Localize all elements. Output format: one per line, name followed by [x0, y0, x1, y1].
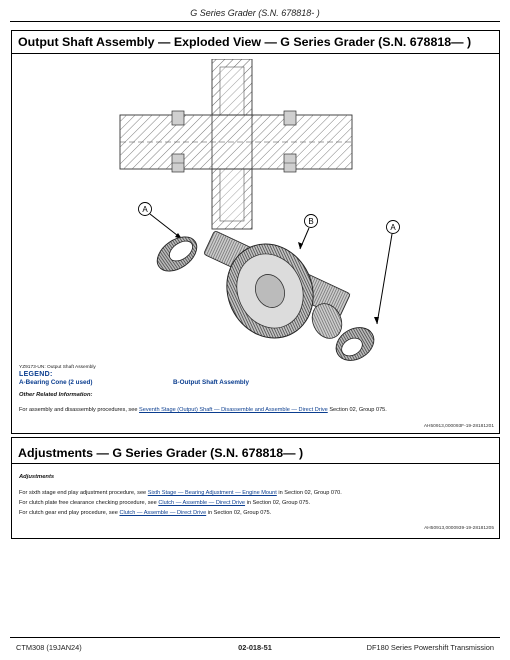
callout-a-right: [374, 221, 400, 325]
footer-page-number: 02-018-51: [238, 643, 272, 652]
footer-doc-code: CTM308 (19JAN24): [16, 643, 82, 652]
item-prefix: For sixth stage end play adjustment procedure, see: [19, 490, 147, 496]
paragraph-suffix: Section 02, Group 075.: [329, 407, 387, 413]
section-title: Output Shaft Assembly — Exploded View — G Series Grader (S.N. 678818— ): [18, 35, 472, 49]
output-shaft-gear: [204, 230, 351, 353]
adjustments-subheading: Adjustments: [19, 474, 55, 480]
reference-id: AH50913,000093F-19-28181201: [423, 424, 494, 429]
adjustment-item: [19, 490, 342, 496]
figure-id: YZ9173-UN: Output Shaft Assembly: [19, 365, 96, 370]
seventh-stage-link[interactable]: Seventh Stage (Output) Shaft — Disassemble and Assemble — Direct Drive: [139, 407, 328, 413]
item-prefix: For clutch gear end play procedure, see: [19, 510, 118, 516]
output-shaft-section: [11, 30, 500, 434]
callout-a-left: [139, 203, 183, 240]
section-title: Adjustments — G Series Grader (S.N. 678818— ): [18, 446, 304, 460]
adjustment-item: [19, 510, 271, 516]
exploded-view-illustration: [72, 59, 402, 364]
item-prefix: For clutch plate free clearance checking procedure, see: [19, 500, 157, 506]
other-info-heading: Other Related Information:: [19, 392, 93, 398]
cross-section-drawing: [120, 59, 352, 229]
assembly-reference: [19, 407, 387, 413]
sixth-stage-link[interactable]: Sixth Stage — Bearing Adjustment — Engine Mount: [147, 490, 277, 496]
header-rule: [10, 21, 500, 22]
item-suffix: in Section 02, Group 075.: [246, 500, 311, 506]
clutch-assemble-link[interactable]: Clutch — Assemble — Direct Drive: [158, 500, 246, 506]
title-divider: [12, 53, 499, 54]
svg-text:A: A: [142, 205, 148, 214]
page-header: G Series Grader (S.N. 678818- ): [190, 8, 320, 18]
callout-b: [298, 215, 318, 250]
paragraph-prefix: For assembly and disassembly procedures, see: [19, 407, 138, 413]
legend-item-a: A-Bearing Cone (2 used): [19, 379, 93, 386]
svg-text:A: A: [390, 223, 396, 232]
footer-manual-title: DF180 Series Powershift Transmission: [366, 643, 494, 652]
svg-text:B: B: [308, 217, 314, 226]
reference-id: AH50913,0000939-19-28181205: [424, 526, 494, 531]
clutch-assemble-link[interactable]: Clutch — Assemble — Direct Drive: [119, 510, 207, 516]
legend-heading: LEGEND:: [19, 371, 53, 378]
footer-rule: [10, 637, 500, 638]
adjustments-section: [11, 437, 500, 539]
title-divider: [12, 463, 499, 464]
item-suffix: in Section 02, Group 070.: [278, 490, 342, 496]
item-suffix: in Section 02, Group 075.: [207, 510, 272, 516]
legend-item-b: B-Output Shaft Assembly: [173, 379, 250, 386]
adjustment-item: [19, 500, 310, 506]
